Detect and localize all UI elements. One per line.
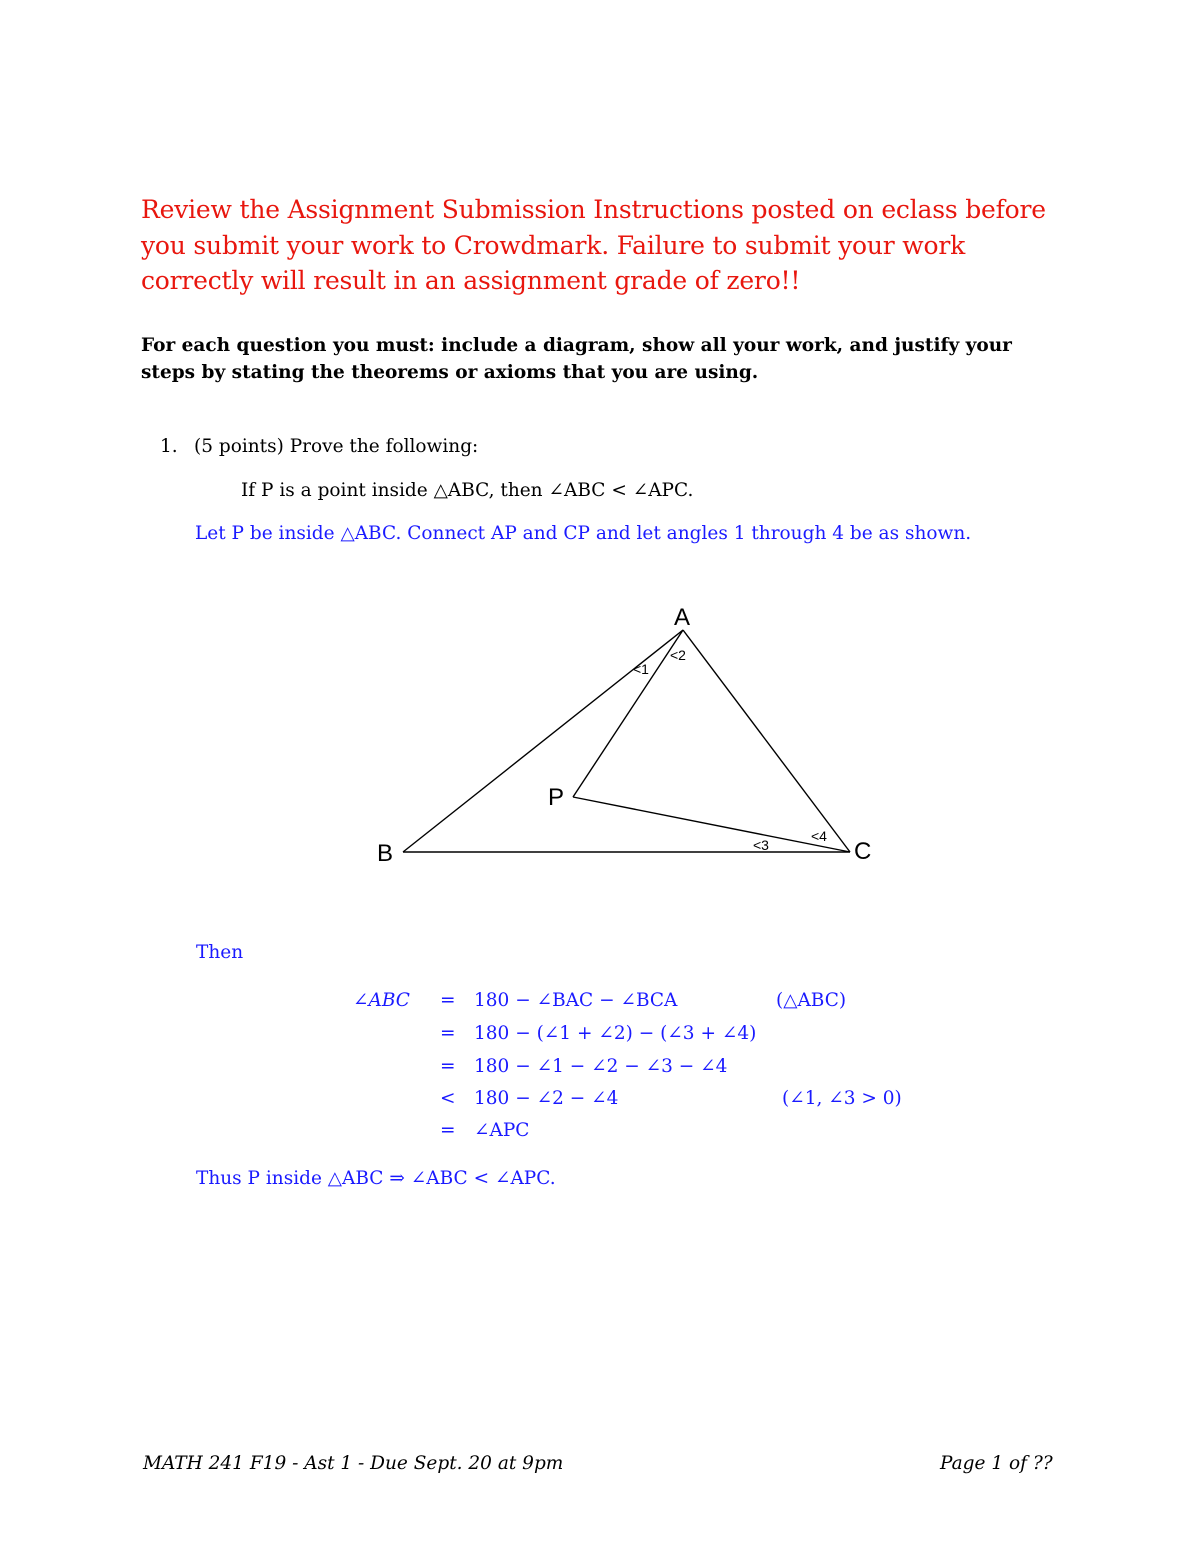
derivation-rhs: 180 − ∠2 − ∠4: [474, 1088, 619, 1109]
footer-page-number: Page 1 of ??: [940, 1453, 1053, 1474]
angle-label-1: <1: [633, 661, 649, 677]
submission-warning: Review the Assignment Submission Instructions posted on eclass before you submit your work to Crowdmark. Failure to submit your work correctly will result in an assignment grade of zero!!: [141, 195, 1046, 295]
angle-label-3: <3: [753, 837, 769, 853]
question-number: 1.: [160, 436, 178, 457]
derivation-relation: =: [440, 1023, 456, 1044]
segment-pc: [573, 797, 850, 852]
side-ac: [683, 630, 850, 852]
vertex-label-b: B: [377, 840, 394, 867]
angle-label-2: <2: [670, 647, 686, 663]
segment-ap: [573, 630, 683, 797]
point-label-p: P: [548, 784, 565, 811]
derivation-reason: (∠1, ∠3 > 0): [782, 1088, 902, 1109]
angle-label-4: <4: [811, 828, 827, 844]
derivation-relation: <: [440, 1088, 456, 1109]
footer-course-info: MATH 241 F19 - Ast 1 - Due Sept. 20 at 9pm: [143, 1453, 564, 1474]
vertex-label-c: C: [854, 838, 872, 865]
derivation-reason: (△ABC): [776, 990, 847, 1011]
solution-setup: Let P be inside △ABC. Connect AP and CP and let angles 1 through 4 be as shown.: [195, 523, 972, 544]
theorem-statement: If P is a point inside △ABC, then ∠ABC < ∠APC.: [241, 480, 694, 501]
derivation-rhs: 180 − ∠1 − ∠2 − ∠3 − ∠4: [474, 1056, 728, 1077]
then-label: Then: [196, 942, 244, 963]
derivation-rhs: ∠APC: [474, 1120, 530, 1141]
triangle-diagram: [360, 590, 880, 880]
question-instructions: For each question you must: include a diagram, show all your work, and justify your steps by stating the theorems or axioms that you are using.: [141, 335, 1012, 383]
derivation-relation: =: [440, 1120, 456, 1141]
derivation-rhs: 180 − (∠1 + ∠2) − (∠3 + ∠4): [474, 1023, 757, 1044]
question-prompt: (5 points) Prove the following:: [194, 436, 479, 457]
derivation-rhs: 180 − ∠BAC − ∠BCA: [474, 990, 678, 1011]
derivation-relation: =: [440, 990, 456, 1011]
vertex-label-a: A: [674, 604, 691, 631]
proof-conclusion: Thus P inside △ABC ⇒ ∠ABC < ∠APC.: [196, 1168, 556, 1189]
derivation-lhs: ∠ABC: [353, 990, 410, 1011]
derivation-relation: =: [440, 1056, 456, 1077]
